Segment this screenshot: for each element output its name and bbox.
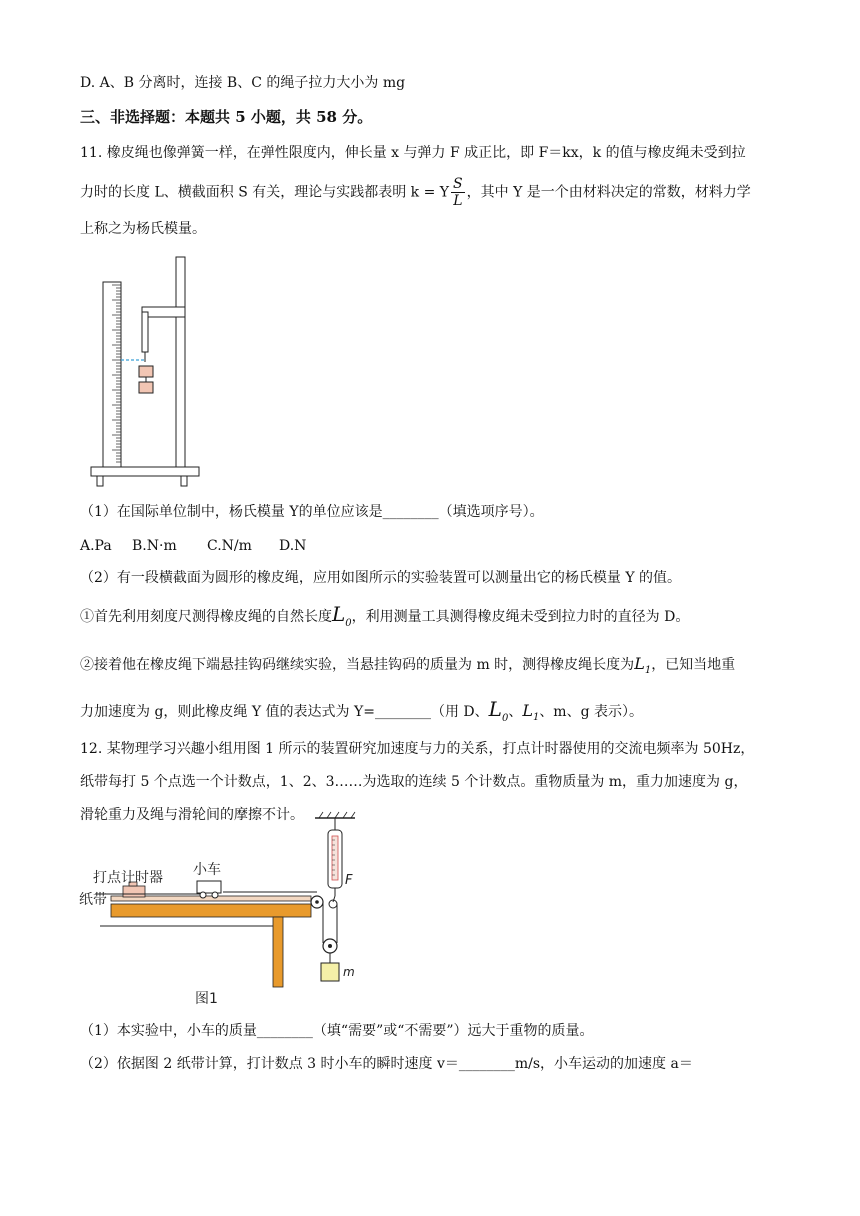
symbol-L: L — [522, 701, 533, 720]
symbol-L0 — [332, 602, 352, 629]
timer-label: 打点计时器 — [93, 870, 163, 886]
table-leg — [273, 917, 283, 987]
q11-step3-a: 力加速度为 g，则此橡皮绳 Y 值的表达式为 Y=________（用 D、 — [80, 704, 489, 720]
q11-line1: 11. 橡皮绳也像弹簧一样，在弹性限度内，伸长量 x 与弹力 F 成正比，即 F＝kx，k 的值与橡皮绳未受到拉 — [80, 145, 746, 161]
q11-step3-b: 、 — [508, 704, 523, 720]
stand-base — [91, 467, 199, 476]
subscript-1: 1 — [644, 665, 652, 677]
fraction-denominator: L — [453, 193, 463, 209]
symbol-L: L — [634, 654, 645, 673]
symbol-L1 — [634, 654, 652, 677]
q11-step2-b: ，已知当地重 — [651, 657, 736, 673]
symbol-L: L — [488, 697, 502, 721]
hook-weight-1 — [139, 366, 153, 377]
mass-label: m — [343, 965, 355, 979]
clamp — [142, 312, 148, 352]
q11-step1 — [80, 604, 689, 634]
subscript-0: 0 — [345, 618, 352, 629]
q12-part1: （1）本实验中，小车的质量________（填“需要”或“不需要”）远大于重物的质量。 — [80, 1023, 594, 1039]
q11-step2-a: ②接着他在橡皮绳下端悬挂钩码继续实验，当悬挂钩码的质量为 m 时，测得橡皮绳长度为 — [80, 657, 635, 673]
option-d-unit: D.N — [279, 538, 307, 554]
q12-line1: 12. 某物理学习兴趣小组用图 1 所示的装置研究加速度与力的关系，打点计时器使用的交流电频率为 50Hz， — [80, 741, 755, 757]
subscript-0: 0 — [501, 713, 509, 724]
option-a: A.Pa — [80, 538, 112, 554]
force-label: F — [345, 873, 353, 888]
rubber-band-apparatus-figure — [85, 252, 205, 490]
q11-step1-a: ①首先利用刻度尺测得橡皮绳的自然长度 — [80, 609, 332, 625]
base-foot-right — [181, 476, 187, 486]
hook-weight-2 — [139, 382, 153, 393]
base-foot-left — [97, 476, 103, 486]
stiffness-fraction — [451, 176, 465, 209]
option-c: C.N/m — [207, 538, 252, 554]
q11-line2-a: 力时的长度 L、横截面积 S 有关，理论与实践都表明 k = Y — [80, 184, 450, 201]
q11-step1-b: ，利用测量工具测得橡皮绳未受到拉力时的直径为 D。 — [351, 609, 690, 625]
q11-step3-c: 、m、g 表示）。 — [539, 704, 643, 720]
stand-pole — [176, 257, 185, 469]
symbol-L1 — [522, 701, 540, 724]
q12-line2: 纸带每打 5 个点选一个计数点，1、2、3……为选取的连续 5 个计数点。重物质量为 m，重力加速度为 g， — [80, 774, 748, 790]
cart-pulley-figure — [75, 808, 375, 1008]
table-top — [111, 904, 311, 917]
ruler — [103, 282, 121, 467]
cart-label: 小车 — [193, 862, 221, 878]
q12-line3: 滑轮重力及绳与滑轮间的摩擦不计。 — [80, 807, 304, 823]
figure-caption: 图1 — [195, 991, 218, 1007]
q11-part1: （1）在国际单位制中，杨氏模量 Y的单位应该是________（填选项序号）。 — [80, 504, 544, 520]
q12-part2: （2）依据图 2 纸带计算，打计数点 3 时小车的瞬时速度 v＝________m/s，小车运动的加速度 a＝ — [80, 1056, 693, 1072]
q11-step3 — [80, 699, 643, 729]
symbol-L0 — [488, 697, 509, 724]
ticker-timer — [123, 886, 145, 897]
section-heading: 三、非选择题：本题共 5 小题，共 58 分。 — [80, 108, 373, 126]
q11-part2: （2）有一段横截面为圆形的橡皮绳，应用如图所示的实验装置可以测量出它的杨氏模量 Y 的值。 — [80, 570, 682, 586]
symbol-L: L — [332, 602, 346, 626]
q11-line3: 上称之为杨氏模量。 — [80, 221, 206, 237]
option-d: D. A、B 分离时，连接 B、C 的绳子拉力大小为 mg — [80, 75, 406, 91]
fraction-numerator: S — [453, 176, 463, 192]
subscript-1: 1 — [532, 712, 540, 724]
tape-label: 纸带 — [79, 892, 107, 908]
q11-line2 — [80, 176, 751, 209]
hanging-mass — [321, 963, 339, 981]
q11-line2-b: ，其中 Y 是一个由材料决定的常数，材料力学 — [466, 184, 751, 201]
option-b: B.N·m — [132, 538, 177, 554]
cart — [197, 881, 221, 893]
q11-step2 — [80, 654, 735, 681]
q11-options — [80, 536, 306, 556]
